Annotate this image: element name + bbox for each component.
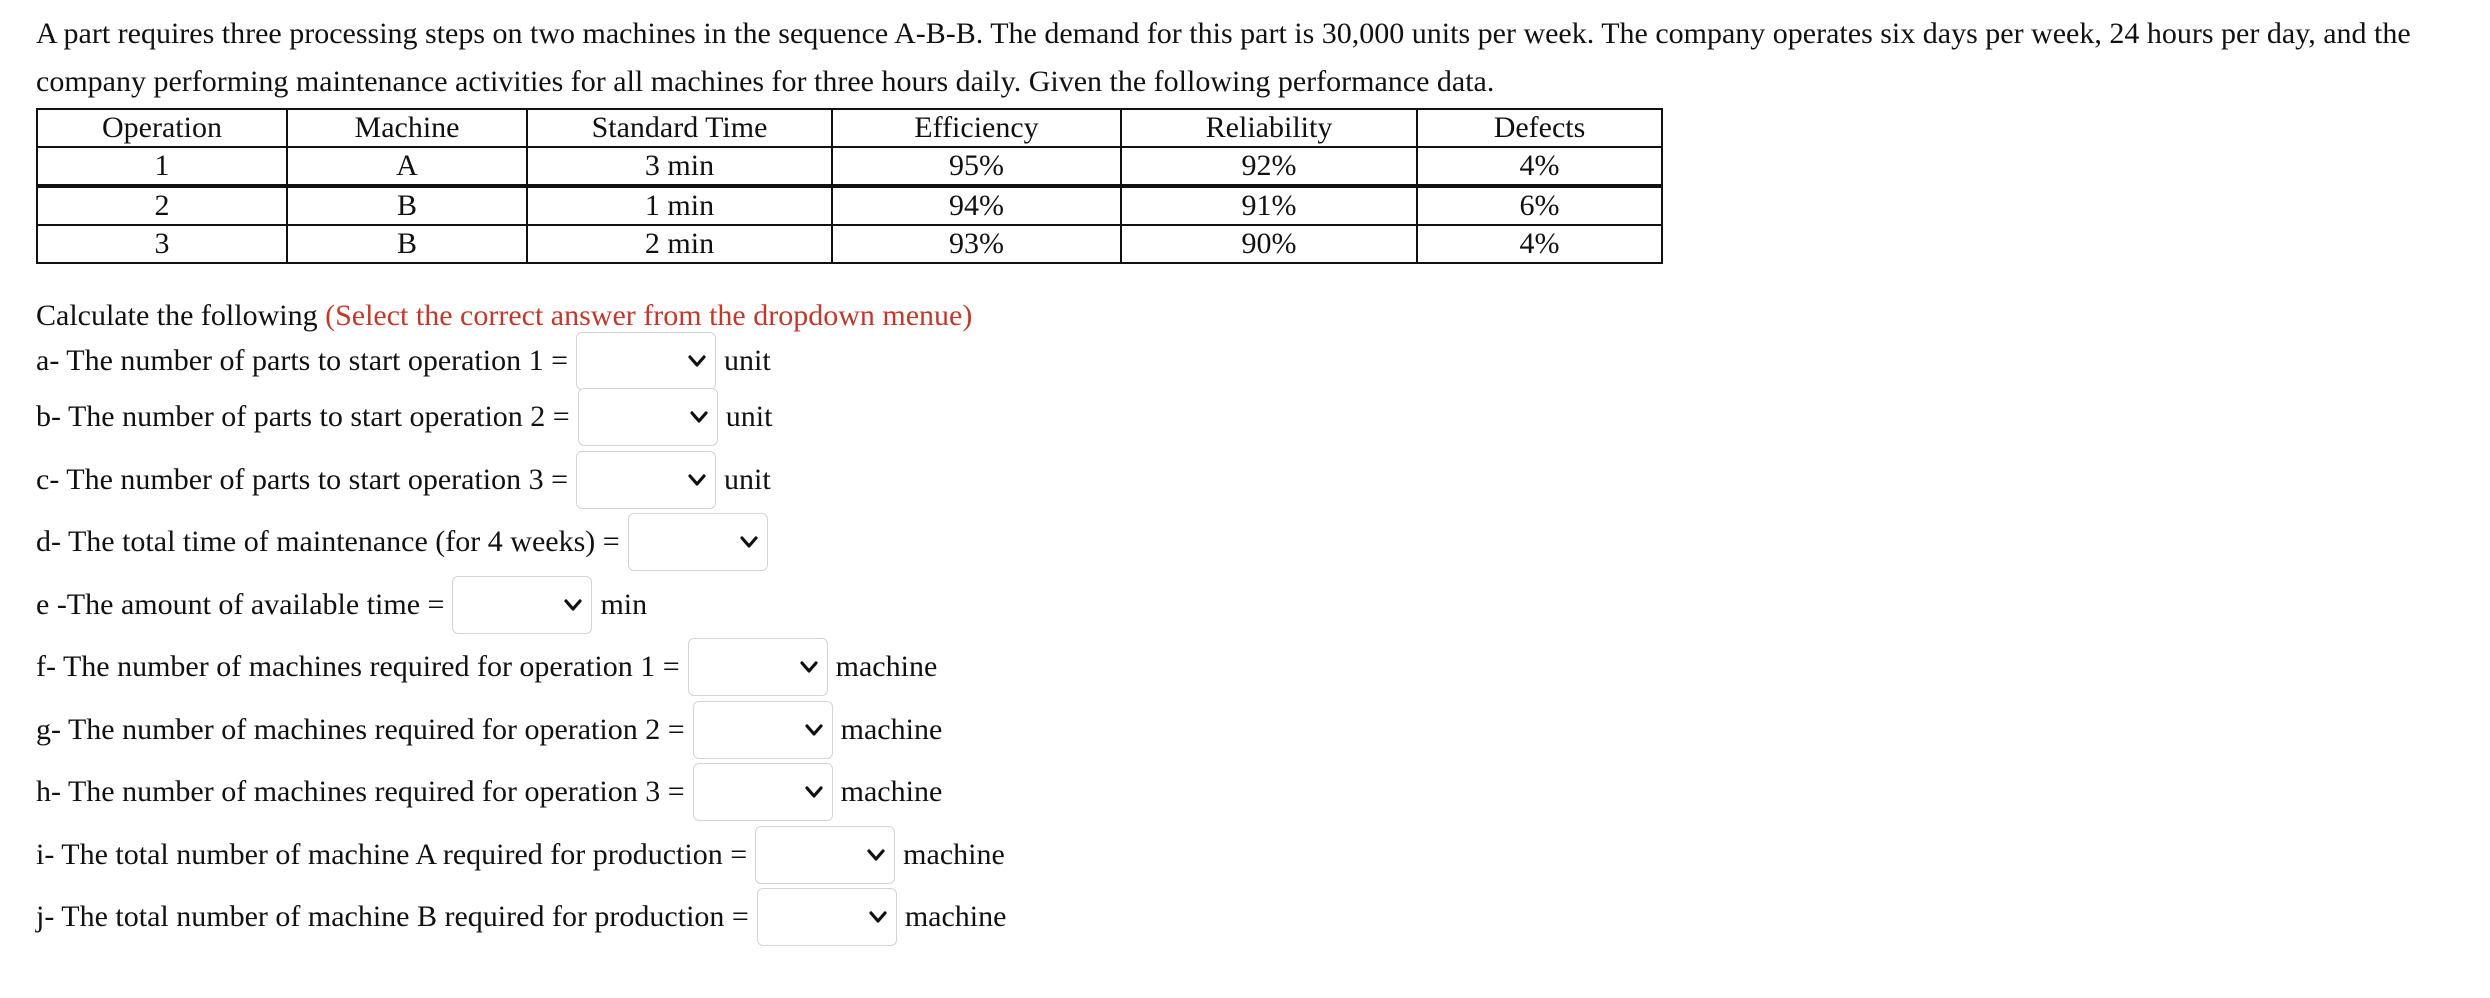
- answer-dropdown[interactable]: [578, 388, 718, 446]
- question-row: [36, 574, 2466, 637]
- table-header-row: [37, 109, 1662, 147]
- performance-table: [36, 108, 1663, 264]
- question-row: [36, 449, 2466, 512]
- cell-operation: 1: [37, 147, 287, 186]
- unit-label: machine: [835, 650, 938, 684]
- instructions: [36, 296, 2466, 336]
- header-operation: Operation: [37, 109, 287, 147]
- header-efficiency: Efficiency: [832, 109, 1121, 147]
- answer-dropdown[interactable]: [688, 638, 828, 696]
- cell-efficiency: 95%: [832, 147, 1121, 186]
- answer-dropdown[interactable]: [693, 701, 833, 759]
- instructions-note: (Select the correct answer from the dropdown menue): [325, 299, 973, 332]
- unit-label: machine: [903, 837, 1005, 871]
- question-label: b- The number of parts to start operation 2 =: [36, 400, 570, 434]
- header-reliability: Reliability: [1121, 109, 1417, 147]
- answer-dropdown[interactable]: [757, 888, 897, 946]
- question-label: e -The amount of available time =: [36, 587, 445, 621]
- cell-machine: A: [287, 147, 527, 186]
- answer-dropdown[interactable]: [628, 513, 768, 571]
- cell-defects: 6%: [1417, 186, 1662, 225]
- unit-label: min: [600, 587, 648, 621]
- chevron-down-icon: [689, 407, 709, 427]
- question-row: [36, 336, 2466, 386]
- chevron-down-icon: [868, 907, 888, 927]
- question-label: h- The number of machines required for operation 3 =: [36, 775, 685, 809]
- question-label: i- The total number of machine A required for production =: [36, 837, 748, 871]
- cell-operation: 2: [37, 186, 287, 225]
- chevron-down-icon: [799, 657, 819, 677]
- cell-standard-time: 2 min: [527, 225, 832, 263]
- cell-reliability: 91%: [1121, 186, 1417, 225]
- instructions-lead: Calculate the following: [36, 299, 326, 332]
- unit-label: unit: [724, 462, 771, 496]
- unit-label: machine: [840, 775, 943, 809]
- cell-standard-time: 3 min: [527, 147, 832, 186]
- cell-efficiency: 94%: [832, 186, 1121, 225]
- answer-dropdown[interactable]: [576, 332, 716, 390]
- unit-label: machine: [904, 900, 1007, 934]
- question-label: c- The number of parts to start operation 3 =: [36, 462, 569, 496]
- cell-machine: B: [287, 186, 527, 225]
- cell-machine: B: [287, 225, 527, 263]
- question-row: [36, 386, 2466, 449]
- unit-label: unit: [724, 344, 771, 377]
- header-standard-time: Standard Time: [527, 109, 832, 147]
- cell-operation: 3: [37, 225, 287, 263]
- header-machine: Machine: [287, 109, 527, 147]
- cell-defects: 4%: [1417, 147, 1662, 186]
- question-row: [36, 761, 2466, 824]
- problem-statement: A part requires three processing steps on two machines in the sequence A-B-B. The demand for this part is 30,000 units per week. The company operates six days per week, 24 hours per day, and the company performing maintenance activities for all machines for three hours daily. Given the following performance data.: [36, 17, 2411, 98]
- answer-dropdown[interactable]: [693, 763, 833, 821]
- answer-dropdown[interactable]: [576, 451, 716, 509]
- chevron-down-icon: [866, 845, 886, 865]
- question-row: [36, 511, 2466, 574]
- question-row: [36, 886, 2466, 949]
- cell-defects: 4%: [1417, 225, 1662, 263]
- answer-dropdown[interactable]: [755, 826, 895, 884]
- unit-label: unit: [725, 400, 773, 434]
- chevron-down-icon: [687, 470, 707, 490]
- table-row: [37, 147, 1662, 186]
- table-row: [37, 225, 1662, 263]
- cell-standard-time: 1 min: [527, 186, 832, 225]
- answer-dropdown[interactable]: [452, 576, 592, 634]
- cell-reliability: 92%: [1121, 147, 1417, 186]
- chevron-down-icon: [804, 782, 824, 802]
- unit-label: machine: [840, 712, 943, 746]
- question-label: d- The total time of maintenance (for 4 weeks) =: [36, 525, 620, 559]
- question-list: [36, 336, 2466, 949]
- table-row: [37, 186, 1662, 225]
- question-label: g- The number of machines required for operation 2 =: [36, 712, 685, 746]
- chevron-down-icon: [563, 595, 583, 615]
- chevron-down-icon: [804, 720, 824, 740]
- question-label: a- The number of parts to start operation 1 =: [36, 344, 569, 377]
- chevron-down-icon: [739, 532, 759, 552]
- chevron-down-icon: [687, 351, 707, 371]
- cell-reliability: 90%: [1121, 225, 1417, 263]
- question-page: [36, 10, 2466, 949]
- question-row: [36, 699, 2466, 762]
- question-label: f- The number of machines required for operation 1 =: [36, 650, 680, 684]
- header-defects: Defects: [1417, 109, 1662, 147]
- cell-efficiency: 93%: [832, 225, 1121, 263]
- question-label: j- The total number of machine B required for production =: [36, 900, 749, 934]
- question-row: [36, 824, 2466, 887]
- question-row: [36, 636, 2466, 699]
